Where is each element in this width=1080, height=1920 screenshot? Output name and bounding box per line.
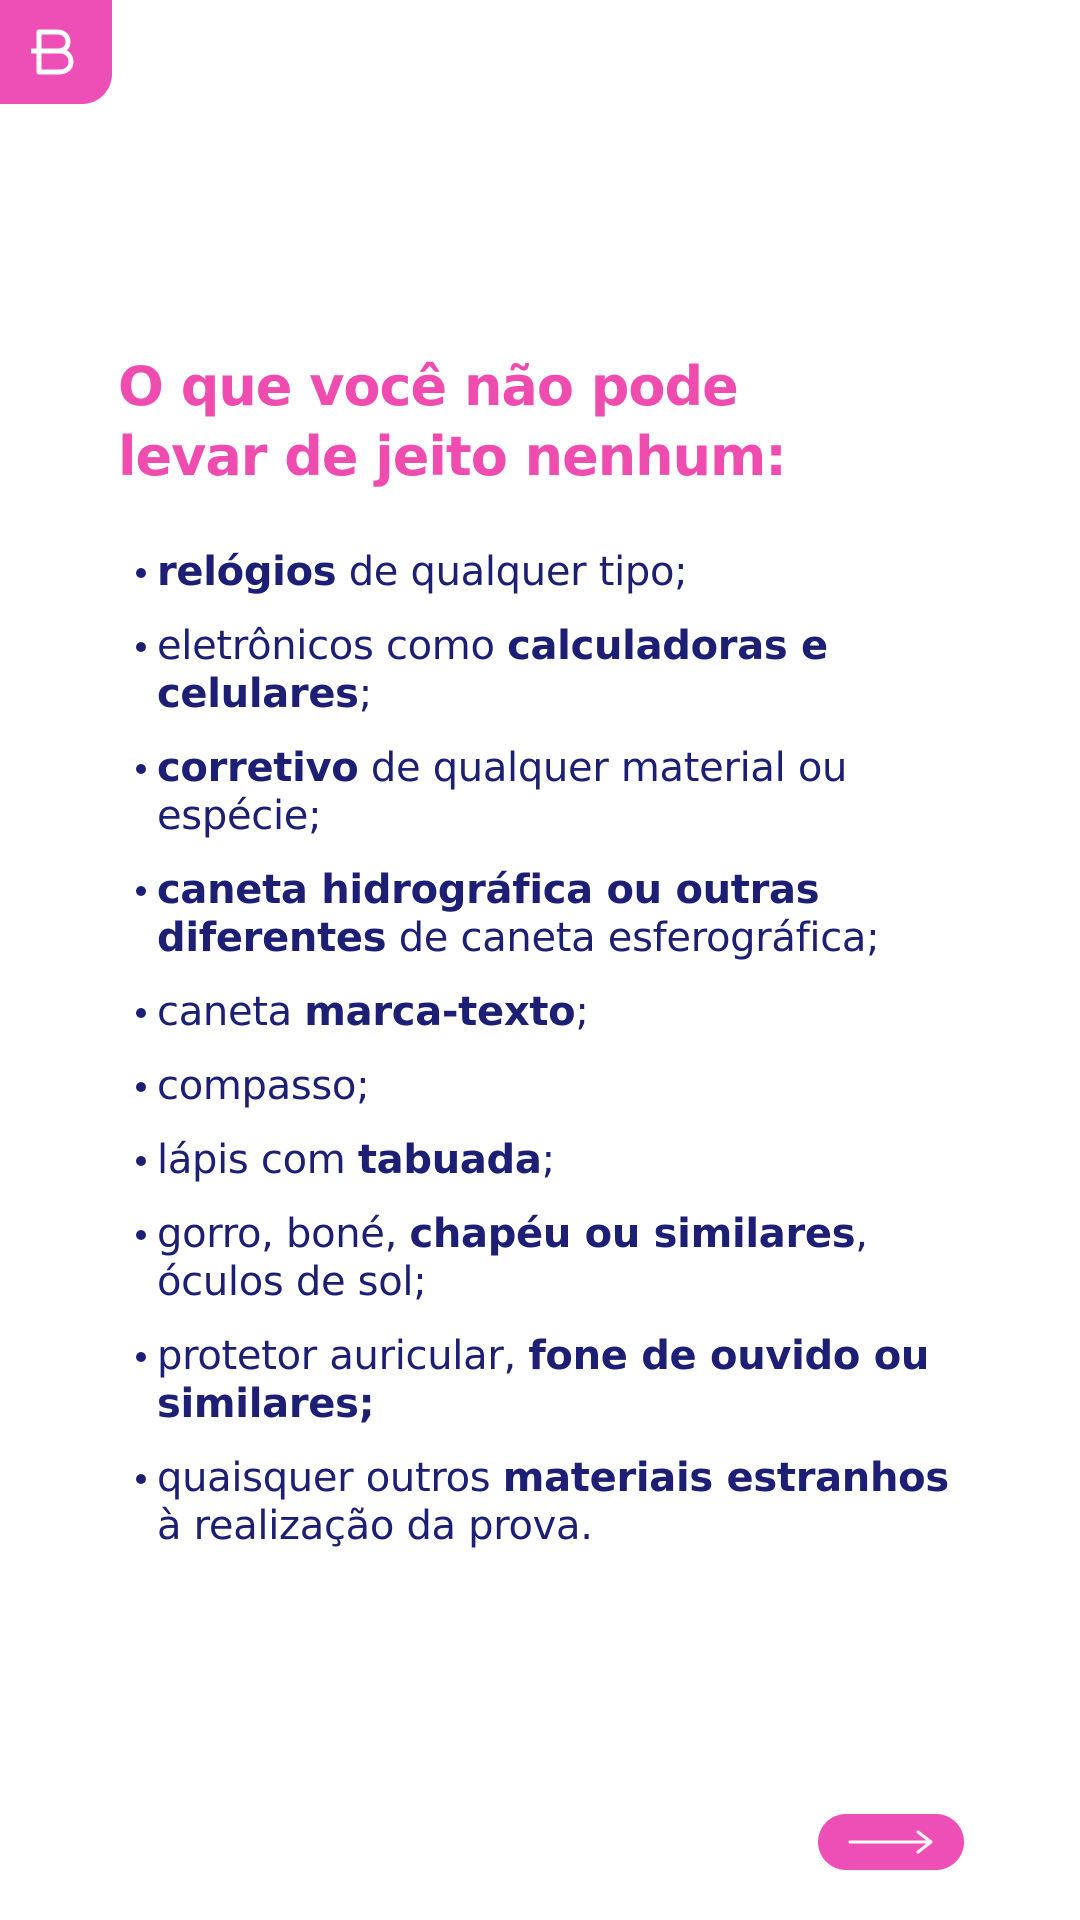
list-item — [132, 744, 952, 840]
list-item-text: caneta — [157, 989, 305, 1035]
list-item-text: , óculos de sol; — [157, 1211, 868, 1305]
bullet-icon — [136, 1156, 146, 1166]
list-item-text: ; — [541, 1137, 555, 1183]
list-item — [132, 1332, 952, 1428]
list-item-text: de qualquer material ou espécie; — [157, 745, 848, 839]
page-title-line-1: O que você não pode — [118, 355, 738, 418]
list-item-highlight: relógios — [157, 549, 337, 595]
forbidden-items-list — [132, 548, 952, 1576]
list-item-highlight: calculadoras e celulares — [157, 623, 828, 717]
list-item-text: compasso; — [157, 1063, 370, 1109]
bullet-icon — [136, 1230, 146, 1240]
list-item-highlight: chapéu ou similares — [409, 1211, 856, 1257]
list-item-highlight: caneta hidrográfica ou outras diferentes — [157, 867, 820, 961]
bullet-icon — [136, 886, 146, 896]
list-item-highlight: corretivo — [157, 745, 359, 791]
list-item — [132, 1136, 952, 1184]
list-item-text: ; — [358, 671, 372, 717]
list-item — [132, 548, 952, 596]
list-item-text: eletrônicos como — [157, 623, 508, 669]
bullet-icon — [136, 642, 146, 652]
list-item-text: gorro, boné, — [157, 1211, 410, 1257]
list-item-text: à realização da prova. — [157, 1503, 593, 1549]
list-item-highlight: marca-texto — [304, 989, 576, 1035]
list-item-text: lápis com — [157, 1137, 358, 1183]
list-item-highlight: tabuada — [357, 1137, 542, 1183]
list-item — [132, 622, 952, 718]
arrow-right-icon — [848, 1830, 934, 1854]
bullet-icon — [136, 764, 146, 774]
list-item — [132, 1210, 952, 1306]
list-item — [132, 1062, 952, 1110]
next-button[interactable] — [818, 1814, 964, 1870]
bullet-icon — [136, 568, 146, 578]
bullet-icon — [136, 1008, 146, 1018]
list-item-highlight: materiais estranhos — [502, 1455, 949, 1501]
bullet-icon — [136, 1352, 146, 1362]
page-title — [118, 352, 978, 492]
list-item — [132, 988, 952, 1036]
list-item — [132, 1454, 952, 1550]
bullet-icon — [136, 1082, 146, 1092]
brand-logo — [0, 0, 112, 104]
list-item — [132, 866, 952, 962]
brand-b-logo-icon — [31, 22, 75, 82]
list-item-text: de qualquer tipo; — [336, 549, 688, 595]
list-item-highlight: fone de ouvido ou similares; — [157, 1333, 930, 1427]
list-item-text: de caneta esferográfica; — [386, 915, 880, 961]
list-item-text: protetor auricular, — [157, 1333, 529, 1379]
list-item-text: ; — [575, 989, 589, 1035]
bullet-icon — [136, 1474, 146, 1484]
list-item-text: quaisquer outros — [157, 1455, 503, 1501]
page-title-line-2: levar de jeito nenhum: — [118, 425, 786, 488]
